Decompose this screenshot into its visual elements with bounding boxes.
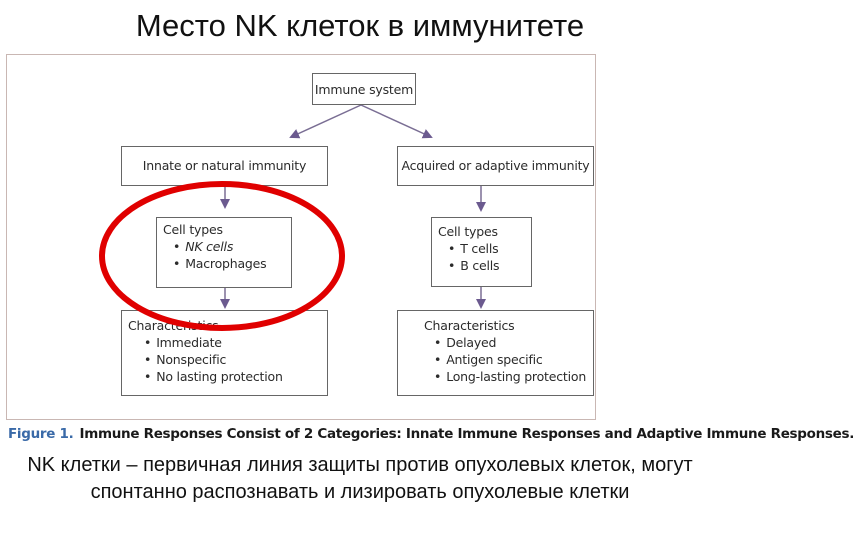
innate-immunity-label: Innate or natural immunity — [142, 158, 307, 173]
figure-number: Figure 1. — [8, 426, 74, 442]
list-item: • Immediate — [144, 334, 327, 351]
figure-caption-text: Immune Responses Consist of 2 Categories: Innate Immune Responses and Adaptive Immune Responses. — [79, 426, 854, 442]
immune-system-label: Immune system — [314, 82, 414, 97]
list-item: • T cells — [448, 240, 531, 257]
red-highlight-ellipse — [102, 184, 342, 328]
figure-caption — [8, 426, 854, 442]
list-item: • Antigen specific — [434, 351, 593, 368]
list-item: • Delayed — [434, 334, 593, 351]
highlight-overlay — [6, 54, 708, 446]
list-item: • No lasting protection — [144, 368, 327, 385]
adaptive-immunity-label: Acquired or adaptive immunity — [401, 158, 590, 173]
list-item: • B cells — [448, 257, 531, 274]
list-item: • Nonspecific — [144, 351, 327, 368]
list-item: • NK cells — [173, 238, 291, 255]
innate-characteristics-label: Characteristics — [128, 318, 219, 333]
list-item: • Macrophages — [173, 255, 291, 272]
innate-cell-types-label: Cell types — [163, 222, 223, 237]
immune-system-figure — [6, 54, 854, 446]
slide-title: Место NK клеток в иммунитете — [135, 8, 585, 43]
list-item: • Long-lasting protection — [434, 368, 593, 385]
adaptive-cell-types-label: Cell types — [438, 224, 498, 239]
slide-body-text: NK клетки – первичная линия защиты против опухолевых клеток, могут спонтанно распознавать и лизировать опухолевые клетки — [27, 454, 693, 503]
adaptive-characteristics-label: Characteristics — [424, 318, 515, 333]
